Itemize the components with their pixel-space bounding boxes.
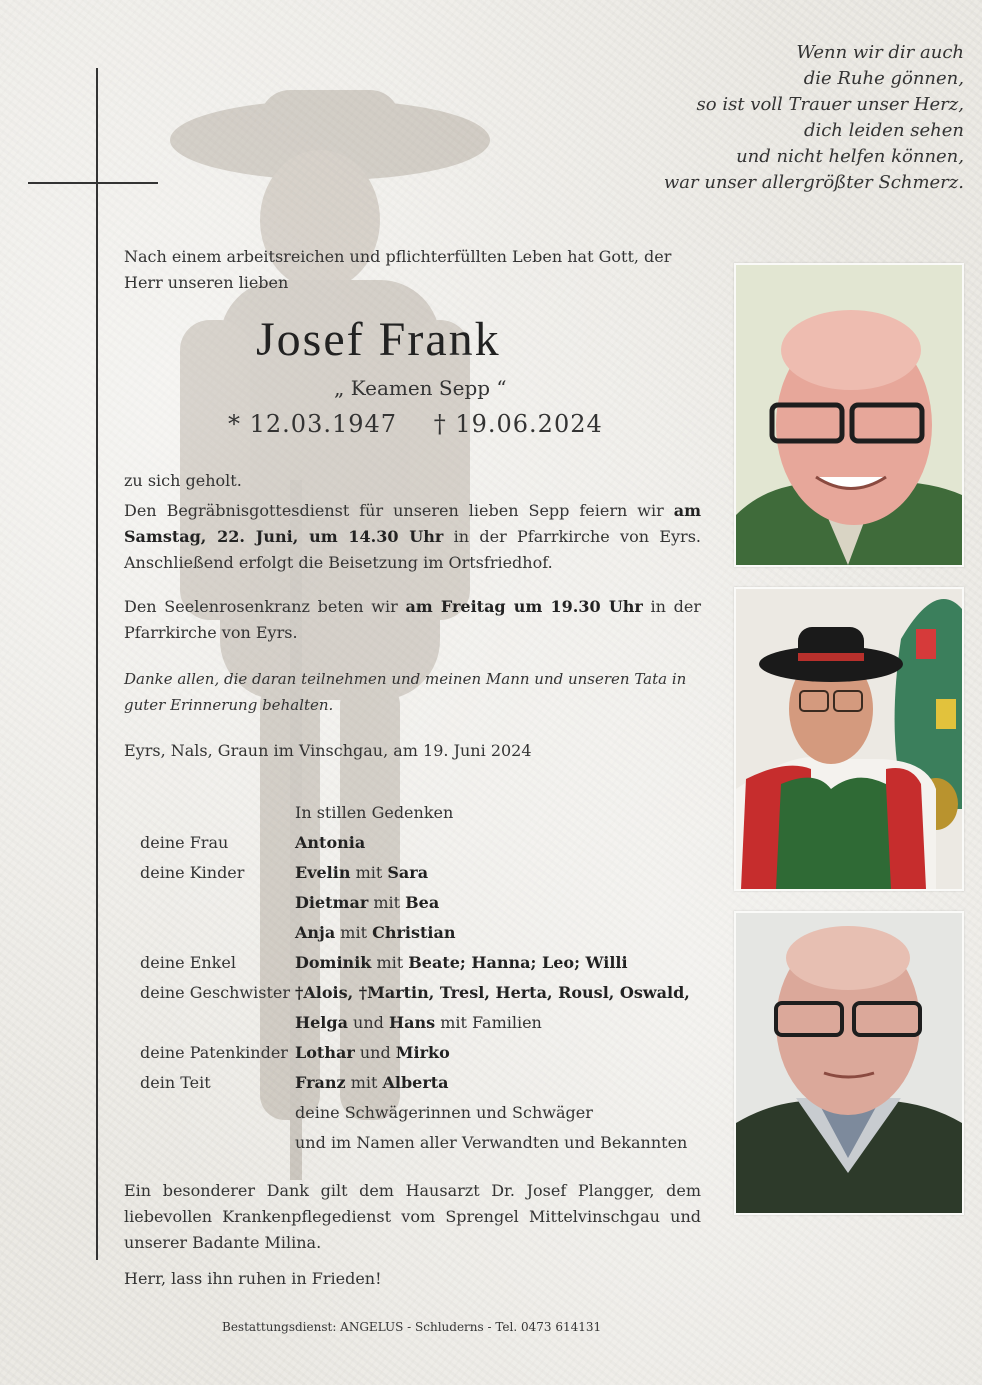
- family-member: Evelin: [295, 863, 351, 882]
- family-entry: [295, 1008, 542, 1038]
- family-entry: [295, 888, 439, 918]
- family-member: Mirko: [395, 1043, 450, 1062]
- death-date: 19.06.2024: [455, 410, 603, 438]
- family-member: Hans: [388, 1013, 436, 1032]
- family-member: Beate; Hanna; Leo; Willi: [408, 953, 628, 972]
- connector: mit: [376, 953, 404, 972]
- poem-line: dich leiden sehen: [803, 120, 964, 141]
- connector: mit: [350, 1073, 378, 1092]
- birth-symbol: *: [228, 410, 241, 438]
- poem-line: die Ruhe gönnen,: [803, 68, 964, 89]
- relatives: und im Namen aller Verwandten und Bekannten: [295, 1133, 688, 1152]
- connector: mit Familien: [440, 1013, 542, 1032]
- relation-label: deine Enkel: [140, 953, 236, 972]
- family-entry: [295, 948, 628, 978]
- connector: mit: [373, 893, 401, 912]
- cross-horizontal-bar: [28, 182, 158, 184]
- family-member: Alberta: [382, 1073, 449, 1092]
- funeral-time: am Samstag, 22. Juni, um 14.30 Uhr: [124, 501, 702, 546]
- death-symbol: †: [433, 410, 447, 438]
- relation-label: dein Teit: [140, 1073, 211, 1092]
- family-member: Anja: [295, 923, 336, 942]
- family-member: Sara: [387, 863, 429, 882]
- rosary-time: am Freitag um 19.30 Uhr: [405, 597, 643, 616]
- relation-label: deine Patenkinder: [140, 1043, 288, 1062]
- rosary-text-pre: Den Seelenrosenkranz beten wir: [124, 597, 398, 616]
- family-entry: [295, 1038, 450, 1068]
- family-heading: In stillen Gedenken: [295, 803, 454, 822]
- place-date: Eyrs, Nals, Graun im Vinschgau, am 19. Juni 2024: [124, 741, 532, 760]
- in-laws: deine Schwägerinnen und Schwäger: [295, 1103, 593, 1122]
- poem-line: und nicht helfen können,: [736, 146, 964, 167]
- birth-date: 12.03.1947: [249, 410, 398, 438]
- funeral-text-post: in der Pfarrkirche von Eyrs. Anschließend erfolgt die Beisetzung im Ortsfriedhof.: [124, 527, 701, 572]
- family-entry: [295, 858, 428, 888]
- poem: [604, 40, 964, 196]
- family-entry: [295, 1068, 449, 1098]
- relation-label: deine Geschwister: [140, 983, 290, 1002]
- connector: und: [359, 1043, 391, 1062]
- funeral-service-footer: Bestattungsdienst: ANGELUS - Schluderns - Tel. 0473 614131: [222, 1320, 602, 1334]
- portrait-photo-3: [734, 911, 964, 1215]
- funeral-text: [124, 498, 701, 576]
- prayer: Herr, lass ihn ruhen in Frieden!: [124, 1269, 382, 1288]
- family-member: Bea: [405, 893, 440, 912]
- family-member: Christian: [372, 923, 456, 942]
- family-member: Helga: [295, 1013, 348, 1032]
- intro-text: Nach einem arbeitsreichen und pflichterfüllten Leben hat Gott, der Herr unseren lieben: [124, 247, 672, 292]
- family-member: Franz: [295, 1073, 346, 1092]
- thanks-text: Danke allen, die daran teilnehmen und meinen Mann und unseren Tata in guter Erinnerung behalten.: [124, 670, 687, 714]
- relation-label: deine Kinder: [140, 863, 245, 882]
- cross-vertical-bar: [96, 68, 98, 1260]
- family-member: Antonia: [295, 833, 366, 852]
- connector: mit: [355, 863, 383, 882]
- poem-line: so ist voll Trauer unser Herz,: [696, 94, 964, 115]
- family-member: †Alois, †Martin, Tresl, Herta, Rousl, Oswald,: [295, 983, 690, 1002]
- life-dates: [228, 410, 603, 438]
- family-member: Lothar: [295, 1043, 355, 1062]
- deceased-name: Josef Frank: [256, 313, 501, 366]
- portrait-photo-2: [734, 587, 964, 891]
- portrait-photo-1: [734, 263, 964, 567]
- family-member: Dominik: [295, 953, 372, 972]
- funeral-text-pre: Den Begräbnisgottesdienst für unseren lieben Sepp feiern wir: [124, 501, 664, 520]
- family-list: [140, 798, 690, 1158]
- poem-line: war unser allergrößter Schmerz.: [663, 172, 964, 193]
- connector: mit: [340, 923, 368, 942]
- connector: und: [353, 1013, 384, 1032]
- special-thanks: Ein besonderer Dank gilt dem Hausarzt Dr. Josef Plangger, dem liebevollen Krankenpflegedienst vom Sprengel Mittelvinschgau und unserer Badante Milina.: [124, 1181, 701, 1252]
- family-member: Dietmar: [295, 893, 369, 912]
- rosary-text-post: in der Pfarrkirche von Eyrs.: [124, 597, 702, 642]
- rosary-text: [124, 594, 701, 646]
- poem-line: Wenn wir dir auch: [796, 42, 964, 63]
- relation-label: deine Frau: [140, 833, 229, 852]
- called-home-text: zu sich geholt.: [124, 471, 242, 490]
- family-entry: [295, 918, 455, 948]
- deceased-nickname: „ Keamen Sepp “: [334, 376, 507, 400]
